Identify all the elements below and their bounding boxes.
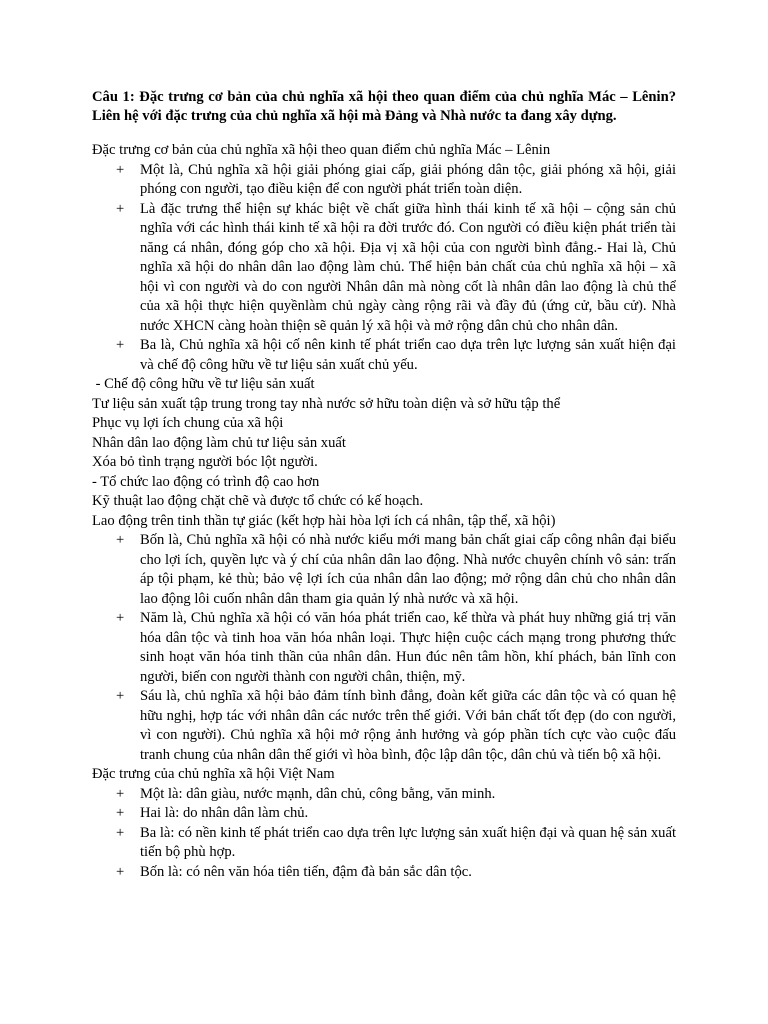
bullet-mark: + (116, 785, 125, 802)
bullet-mark: + (116, 161, 125, 178)
bullet-text: Ba là, Chủ nghĩa xã hội cố nên kinh tế phát triển cao dựa trên lực lượng sản xuất hiện đại và chế độ công hữu về tư liệu sản xuất chủ yếu. (140, 337, 676, 373)
text-line: Kỹ thuật lao động chặt chẽ và được tổ chức có kế hoạch. (92, 493, 424, 509)
bullet-item (92, 161, 676, 200)
bullet-item (92, 785, 676, 805)
question-heading: Câu 1: Đặc trưng cơ bản của chủ nghĩa xã hội theo quan điểm của chủ nghĩa Mác – Lênin? Liên hệ với đặc trưng của chủ nghĩa xã hội mà Đảng và Nhà nước ta đang xây dựng. (92, 89, 676, 124)
bullet-mark: + (116, 337, 125, 353)
bullet-item (92, 531, 676, 609)
bullet-mark: + (116, 863, 125, 880)
bullet-text: Năm là, Chủ nghĩa xã hội có văn hóa phát triển cao, kế thừa và phát huy những giá trị văn hóa dân tộc và tinh hoa văn hóa nhân loại. Thực hiện cuộc cách mạng trong phương thức sinh hoạt văn hóa tinh thần của nhân dân. Hun đúc nên tâm hồn, khí phách, bản lĩnh con người, biến con người thành con người chân, thiện, mỹ. (140, 610, 676, 685)
text-line: - Tổ chức lao động có trình độ cao hơn (92, 473, 320, 490)
vn-section-title: Đặc trưng của chủ nghĩa xã hội Việt Nam (92, 766, 335, 782)
bullet-text: Một là: dân giàu, nước mạnh, dân chủ, công bằng, văn minh. (140, 785, 496, 802)
bullet-item (92, 863, 676, 883)
bullet-item (92, 804, 676, 824)
bullet-mark: + (116, 610, 125, 626)
plain-lines (92, 375, 676, 531)
bullet-item (92, 687, 676, 765)
bullet-item (92, 824, 676, 863)
bullet-mark: + (116, 688, 125, 704)
bullet-mark: + (116, 200, 125, 217)
bullet-item (92, 609, 676, 687)
text-line: Lao động trên tinh thần tự giác (kết hợp hài hòa lợi ích cá nhân, tập thể, xã hội) (92, 512, 556, 529)
text-line: Phục vụ lợi ích chung của xã hội (92, 415, 284, 431)
bullet-item (92, 336, 676, 375)
bullet-text: Một là, Chủ nghĩa xã hội giải phóng giai cấp, giải phóng dân tộc, giải phóng xã hội, giải phóng con người, tạo điều kiện để con người phát triển toàn diện. (140, 161, 676, 197)
text-line: Nhân dân lao động làm chủ tư liệu sản xuất (92, 434, 346, 451)
bullet-text: Bốn là: có nên văn hóa tiên tiến, đậm đà bản sắc dân tộc. (140, 863, 472, 880)
document-page (92, 88, 676, 882)
bullet-list-b (92, 531, 676, 765)
text-line: Tư liệu sản xuất tập trung trong tay nhà nước sở hữu toàn diện và sở hữu tập thể (92, 395, 561, 412)
intro-line: Đặc trưng cơ bản của chủ nghĩa xã hội theo quan điểm chủ nghĩa Mác – Lênin (92, 142, 551, 158)
bullet-item (92, 200, 676, 337)
bullet-mark: + (116, 824, 125, 841)
bullet-text: Hai là: do nhân dân làm chủ. (140, 805, 309, 821)
bullet-list-a (92, 161, 676, 376)
text-line: - Chế độ công hữu về tư liệu sản xuất (92, 376, 315, 392)
bullet-text: Là đặc trưng thể hiện sự khác biệt về chất giữa hình thái kinh tế xã hội – cộng sản chủ nghĩa với các hình thái kinh tế xã hội ra đời trước đó. Con người có điều kiện phát triển tài năng cá nhân, đóng góp cho xã hội. Địa vị xã hội của con người bình đẳng.- Hai là, Chủ nghĩa xã hội do nhân dân lao động làm chủ. Thể hiện bản chất của chủ nghĩa xã hội – xã hội vì con người và do con người Nhân dân mà nòng cốt là nhân dân lao động là chủ thể của xã hội thực hiện quyềnlàm chủ ngày càng rộng rãi và đầy đủ (ứng cử, bầu cử). Nhà nước XHCN càng hoàn thiện sẽ quản lý xã hội và mở rộng dân chủ cho nhân dân. (140, 200, 676, 334)
bullet-list-c (92, 785, 676, 883)
bullet-mark: + (116, 805, 125, 821)
bullet-text: Sáu là, chủ nghĩa xã hội bảo đảm tính bình đẳng, đoàn kết giữa các dân tộc và có quan hệ hữu nghị, hợp tác với nhân dân các nước trên thế giới. Với bản chất tốt đẹp (do con người, vì con người). Chủ nghĩa xã hội mở rộng ảnh hưởng và góp phần tích cực vào cuộc đấu tranh chung của nhân dân thế giới vì hòa bình, độc lập dân tộc, dân chủ và tiến bộ xã hội. (140, 688, 676, 763)
bullet-mark: + (116, 532, 125, 548)
text-line: Xóa bỏ tình trạng người bóc lột người. (92, 454, 318, 470)
bullet-text: Bốn là, Chủ nghĩa xã hội có nhà nước kiểu mới mang bản chất giai cấp công nhân đại biểu cho lợi ích, quyền lực và ý chí của nhân dân lao động. Nhà nước chuyên chính vô sản: trấn áp tội phạm, kẻ thù; bảo vệ lợi ích của nhân dân lao động; mở rộng dân chủ cho nhân dân lao động lôi cuốn nhân dân tham gia quản lý nhà nước và xã hội. (140, 532, 676, 607)
bullet-text: Ba là: có nền kinh tế phát triển cao dựa trên lực lượng sản xuất hiện đại và quan hệ sản xuất tiến bộ phù hợp. (140, 824, 676, 860)
